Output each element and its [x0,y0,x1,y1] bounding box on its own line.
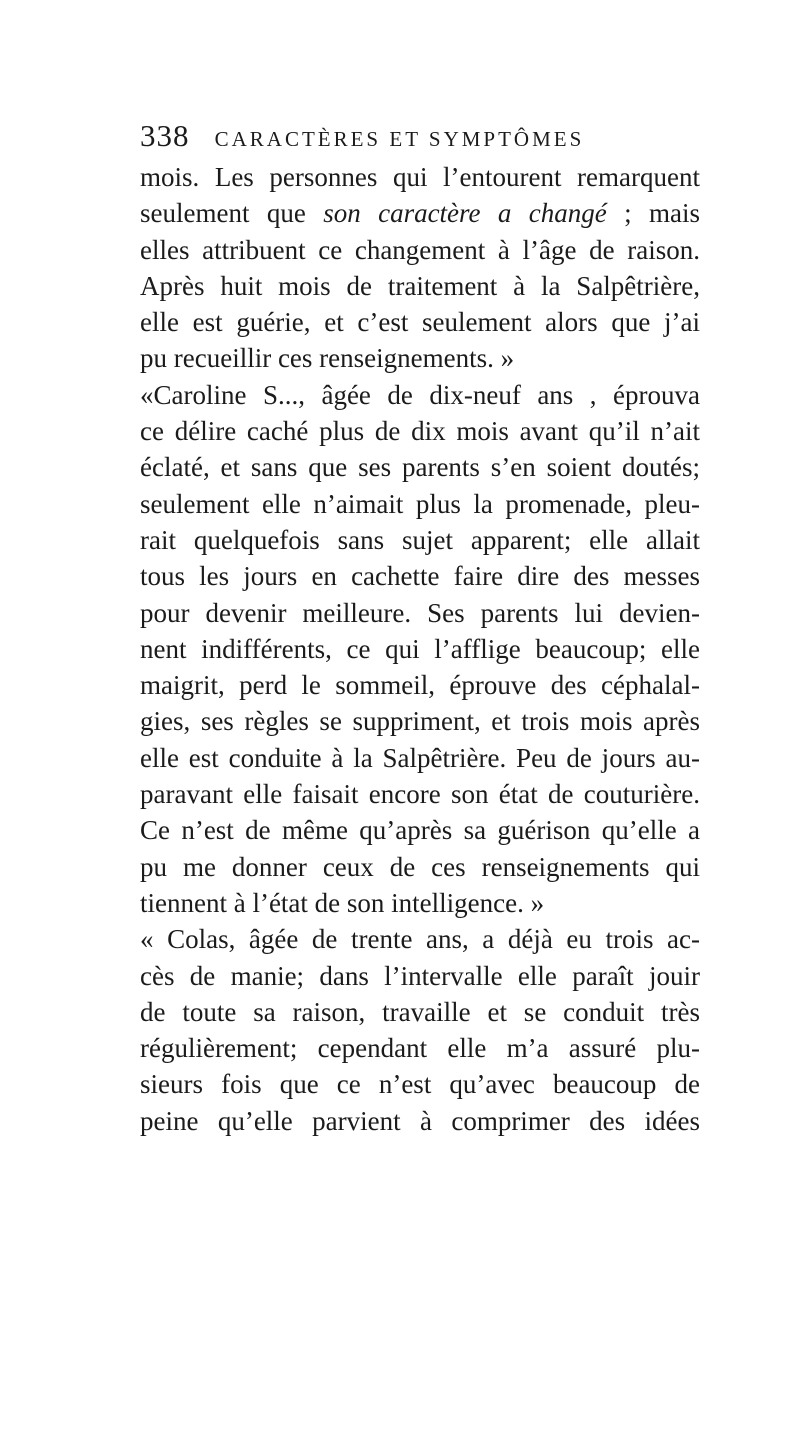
text-line: elle est guérie, et c’est seulement alors que j’ai [140,307,700,338]
text-segment: ; mais [606,198,700,229]
text-segment: seulement que [140,198,324,229]
text-line: elles attribuent ce changement à l’âge de raison. [140,234,700,265]
text-line: gies, ses règles se suppriment, et trois mois après [140,706,700,737]
text-line: sieurs fois que ce n’est qu’avec beaucoup de [140,1069,700,1100]
italic-quote: son caractère a changé [323,198,607,229]
text-line: régulièrement; cependant elle m’a assuré plu- [140,1033,700,1064]
text-line: rait quelquefois sans sujet apparent; elle allait [140,524,700,555]
text-line: elle est conduite à la Salpêtrière. Peu de jours au- [140,742,700,773]
page-number: 338 [140,118,190,153]
text-line: tous les jours en cachette faire dire des messes [140,561,700,592]
text-line: pu me donner ceux de ces renseignements qui [140,851,700,882]
text-line: pour devenir meilleure. Ses parents lui devien- [140,597,700,628]
text-line: maigrit, perd le sommeil, éprouve des céphalal- [140,670,700,701]
body-text [140,159,700,1139]
text-line: « Colas, âgée de trente ans, a déjà eu trois ac- [140,924,700,955]
text-line: cès de manie; dans l’intervalle elle paraît jouir [140,960,700,991]
text-line: seulement elle n’aimait plus la promenade, pleu- [140,488,700,519]
text-line: éclaté, et sans que ses parents s’en soient doutés; [140,452,700,483]
text-line: paravant elle faisait encore son état de couturière. [140,779,700,810]
text-line: «Caroline S..., âgée de dix-neuf ans , éprouva [140,379,700,410]
text-line: mois. Les personnes qui l’entourent remarquent [140,162,700,192]
running-head [140,118,700,158]
text-line: nent indifférents, ce qui l’afflige beaucoup; elle [140,633,700,664]
text-line: tiennent à l’état de son intelligence. » [140,887,545,918]
text-line: pu recueillir ces renseignements. » [140,343,515,374]
text-line: Après huit mois de traitement à la Salpêtrière, [140,270,700,301]
text-line: Ce n’est de même qu’après sa guérison qu’elle a [140,815,700,846]
running-title: CARACTÈRES ET SYMPTÔMES [214,127,585,151]
text-line: ce délire caché plus de dix mois avant qu’il n’ait [140,416,700,447]
text-line: de toute sa raison, travaille et se conduit très [140,996,700,1027]
text-line [140,195,700,231]
text-line: peine qu’elle parvient à comprimer des idées [140,1105,700,1136]
